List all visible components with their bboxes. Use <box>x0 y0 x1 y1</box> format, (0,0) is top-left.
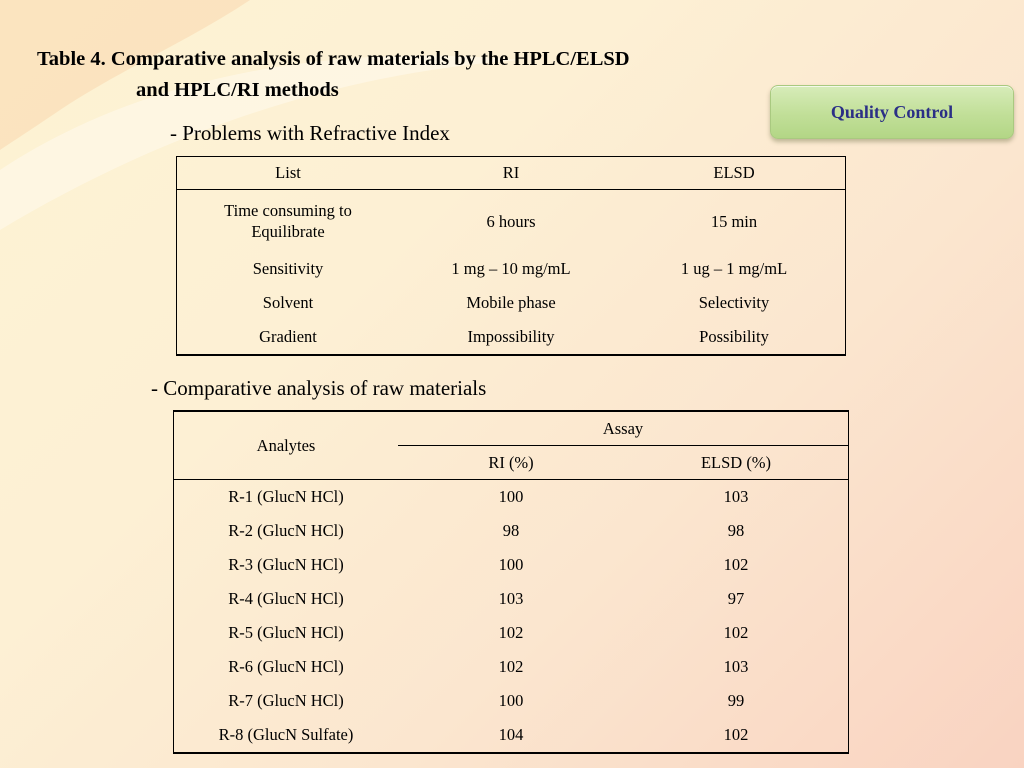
table-cell: 102 <box>723 555 749 574</box>
table-cell: 102 <box>498 623 524 642</box>
table-row <box>174 616 849 650</box>
table-cell: 103 <box>723 657 749 676</box>
table-row <box>174 548 849 582</box>
table-cell: 103 <box>723 487 749 506</box>
table-cell: R-1 (GlucN HCl) <box>228 487 344 506</box>
table-cell: Impossibility <box>467 327 555 346</box>
table-cell: R-6 (GlucN HCl) <box>228 657 344 676</box>
table-row <box>174 650 849 684</box>
slide-title <box>37 44 797 106</box>
table-cell: Selectivity <box>698 293 770 312</box>
table-row <box>174 582 849 616</box>
table-cell: Possibility <box>699 327 769 346</box>
quality-control-label: Quality Control <box>830 101 954 122</box>
table-row <box>177 252 846 286</box>
table-cell: R-3 (GlucN HCl) <box>228 555 344 574</box>
table-cell: 1 mg – 10 mg/mL <box>451 259 571 278</box>
column-header-ri: RI <box>399 157 623 190</box>
table-cell: 102 <box>498 657 524 676</box>
table-cell: 6 hours <box>486 211 536 231</box>
table-cell: 104 <box>498 725 524 744</box>
comparative-analysis-heading: - Comparative analysis of raw materials <box>151 376 487 400</box>
table-cell: 100 <box>498 487 524 506</box>
problems-heading: - Problems with Refractive Index <box>170 121 450 145</box>
table-row <box>174 480 849 515</box>
table-row <box>177 286 846 320</box>
column-header-elsd-percent: ELSD (%) <box>624 446 849 480</box>
table-cell: 97 <box>727 589 745 608</box>
table-cell: 1 ug – 1 mg/mL <box>680 259 788 278</box>
table-cell: 100 <box>498 691 524 710</box>
column-header-analytes: Analytes <box>174 411 399 480</box>
table-cell: 15 min <box>710 211 758 231</box>
table-cell: Gradient <box>259 327 317 346</box>
table-row <box>177 320 846 355</box>
table-cell: 98 <box>727 521 745 540</box>
slide-title-line2: and HPLC/RI methods <box>136 79 339 101</box>
column-header-list: List <box>177 157 400 190</box>
table-cell: Time consuming to Equilibrate <box>224 201 352 241</box>
table-cell: R-4 (GlucN HCl) <box>228 589 344 608</box>
table-header-row <box>174 411 849 446</box>
table-cell: 102 <box>723 725 749 744</box>
raw-materials-assay-table <box>173 410 849 754</box>
table-cell: 99 <box>727 691 745 710</box>
table-row <box>174 514 849 548</box>
refractive-index-problems-table <box>176 156 846 356</box>
table-cell: R-5 (GlucN HCl) <box>228 623 344 642</box>
table-cell: R-2 (GlucN HCl) <box>228 521 344 540</box>
table-cell: 98 <box>502 521 520 540</box>
table-row <box>174 684 849 718</box>
column-header-elsd: ELSD <box>623 157 846 190</box>
table-cell: 100 <box>498 555 524 574</box>
column-header-ri-percent: RI (%) <box>398 446 624 480</box>
table-cell: 103 <box>498 589 524 608</box>
table-cell: 102 <box>723 623 749 642</box>
table-row <box>177 190 846 253</box>
table-header-row <box>177 157 846 190</box>
table-row <box>174 718 849 753</box>
column-group-assay: Assay <box>398 411 849 446</box>
table-cell: Mobile phase <box>466 293 556 312</box>
table-cell: Solvent <box>262 293 314 312</box>
slide-title-line1: Table 4. Comparative analysis of raw materials by the HPLC/ELSD <box>37 48 630 70</box>
table-cell: R-8 (GlucN Sulfate) <box>218 725 354 744</box>
quality-control-badge <box>770 85 1014 139</box>
table-cell: R-7 (GlucN HCl) <box>228 691 344 710</box>
table-cell: Sensitivity <box>252 259 324 278</box>
